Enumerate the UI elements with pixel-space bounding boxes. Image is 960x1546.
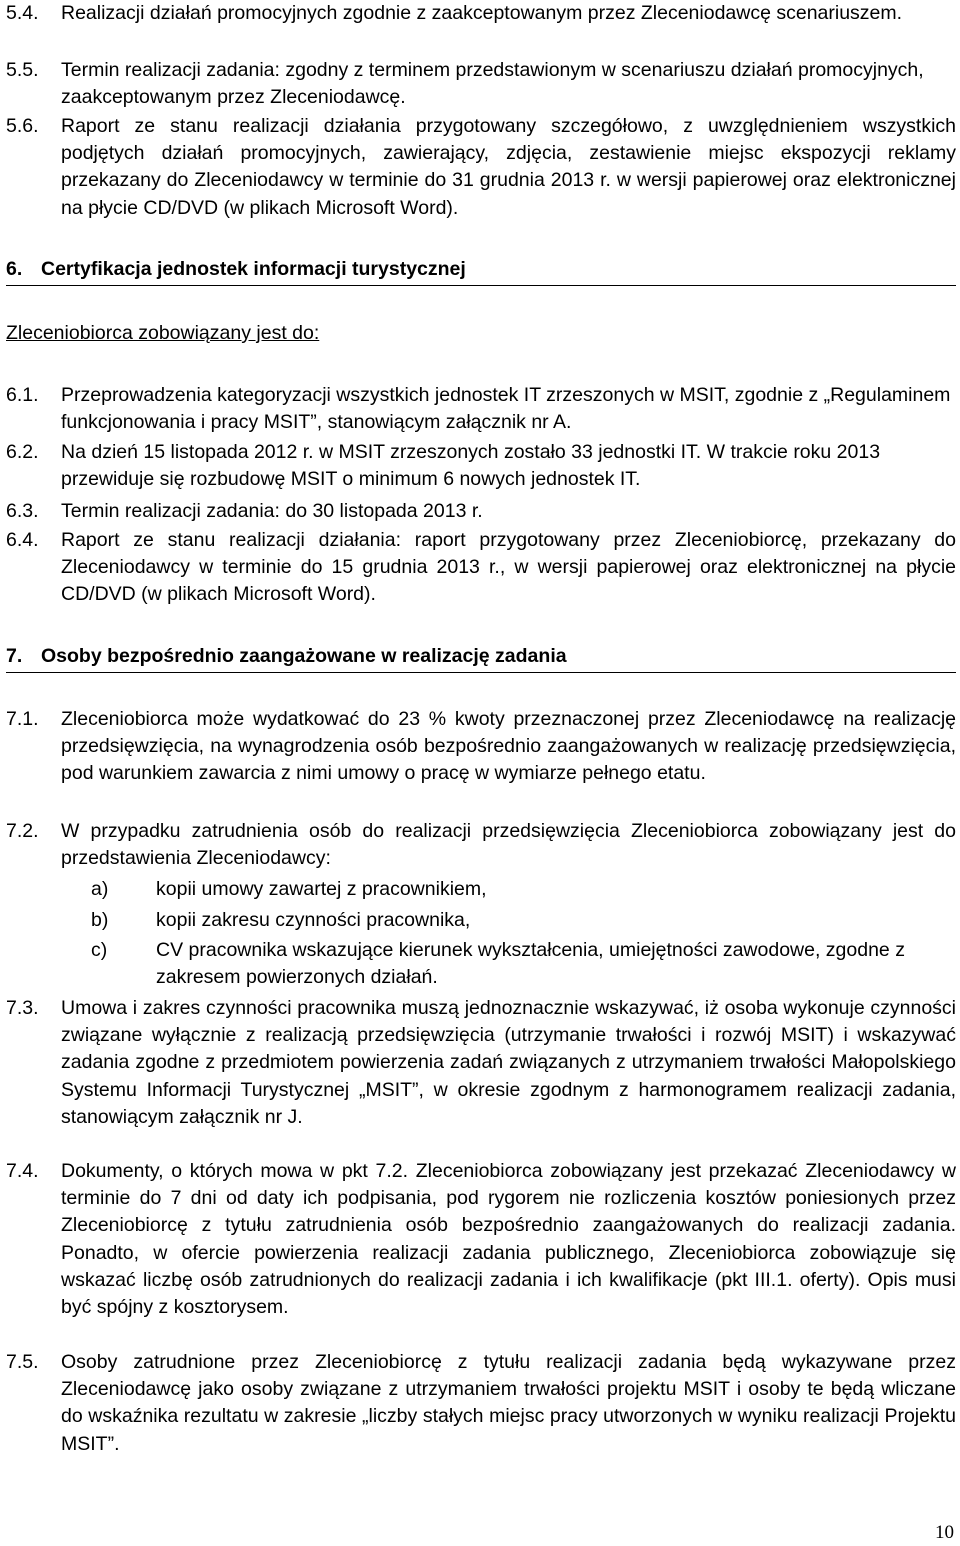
list-item [6,57,956,111]
section-heading [6,643,956,673]
item-text: Termin realizacji zadania: zgodny z terminem przedstawionym w scenariuszu działań promocyjnych, zaakceptowanym przez Zleceniodawcę. [61,59,924,109]
section-title: Osoby bezpośrednio zaangażowane w realizację zadania [41,645,567,667]
list-item [6,818,956,872]
item-text: Osoby zatrudnione przez Zleceniobiorcę z tytułu realizacji zadania będą wykazywane przez Zleceniodawcę jako osoby związane z utrzymaniem trwałości projektu MSIT i osoby te będą wliczane do wskaźnika rezultatu w zakresie „liczby stałych miejsc pracy utworzonych w wyniku realizacji Projektu MSIT”. [61,1351,956,1455]
item-number: 5.4. [6,2,39,24]
item-number: 6.2. [6,441,39,463]
sub-item-letter: b) [91,909,109,931]
item-text: Realizacji działań promocyjnych zgodnie z zaakceptowanym przez Zleceniodawcę scenariuszem. [61,2,903,24]
item-text: Przeprowadzenia kategoryzacji wszystkich jednostek IT zrzeszonych w MSIT, zgodnie z „Regulaminem funkcjonowania i pracy MSIT”, stanowiącym załącznik nr A. [61,384,951,434]
item-number: 5.6. [6,115,39,137]
section-heading [6,256,956,286]
list-item [6,0,956,27]
section-title: Certyfikacja jednostek informacji turystycznej [41,258,466,280]
list-item [6,995,956,1131]
list-item [6,1158,956,1321]
sub-list-item [6,937,956,991]
item-number: 6.1. [6,384,39,406]
item-text: W przypadku zatrudnienia osób do realizacji przedsięwzięcia Zleceniobiorca zobowiązany jest do przedstawienia Zleceniodawcy: [61,820,956,870]
item-number: 6.3. [6,500,39,522]
sub-item-text: kopii umowy zawartej z pracownikiem, [156,878,487,900]
item-text: Dokumenty, o których mowa w pkt 7.2. Zleceniobiorca zobowiązany jest przekazać Zleceniodawcy w terminie do 7 dni od daty ich podpisania, pod rygorem nie rozliczenia kosztów poniesionych przez Zleceniobiorcę z tytułu zatrudnienia osób bezpośrednio zaangażowanych do realizacji zadania. Ponadto, w ofercie powierzenia realizacji zadania publicznego, Zleceniobiorca zobowiązuje się wskazać liczbę osób zatrudnionych do realizacji zadania i ich kwalifikacje (pkt III.1. oferty). Opis musi być spójny z kosztorysem. [61,1160,956,1319]
item-text: Zleceniobiorca może wydatkować do 23 % kwoty przeznaczonej przez Zleceniodawcę na realizację przedsięwzięcia, na wynagrodzenia osób bezpośrednio zaangażowanych w realizację przedsięwzięcia, pod warunkiem zawarcia z nimi umowy o pracę w wymiarze pełnego etatu. [61,708,956,785]
sub-item-text: kopii zakresu czynności pracownika, [156,909,471,931]
sub-item-letter: c) [91,939,108,961]
item-text: Na dzień 15 listopada 2012 r. w MSIT zrzeszonych zostało 33 jednostki IT. W trakcie roku 2013 przewiduje się rozbudowę MSIT o minimum 6 nowych jednostek IT. [61,441,881,491]
item-number: 7.1. [6,708,39,730]
list-item [6,382,956,436]
item-text: Raport ze stanu realizacji działania przygotowany szczegółowo, z uwzględnieniem wszystkich podjętych działań promocyjnych, zawierający, zdjęcia, zestawienie miejsc ekspozycji reklamy przekazany do Zleceniodawcy w terminie do 31 grudnia 2013 r. w wersji papierowej oraz elektronicznej na płycie CD/DVD (w plikach Microsoft Word). [61,115,956,219]
list-item [6,498,956,525]
list-item [6,1349,956,1458]
sub-item-text: CV pracownika wskazujące kierunek wykształcenia, umiejętności zawodowe, zgodne z zakresem powierzonych działań. [156,939,905,989]
item-text: Termin realizacji zadania: do 30 listopada 2013 r. [61,500,483,522]
item-number: 6.4. [6,529,39,551]
item-number: 7.4. [6,1160,39,1182]
item-text: Raport ze stanu realizacji działania: raport przygotowany przez Zleceniobiorcę, przekazany do Zleceniodawcy w terminie do 15 grudnia 2013 r., w wersji papierowej oraz elektronicznej na płycie CD/DVD (w plikach Microsoft Word). [61,529,956,606]
sub-item-letter: a) [91,878,109,900]
list-item [6,113,956,222]
item-number: 7.5. [6,1351,39,1373]
item-text: Umowa i zakres czynności pracownika muszą jednoznacznie wskazywać, iż osoba wykonuje czynności związane wyłącznie z realizacją przedsięwzięcia (utrzymanie trwałości i rozwój MSIT) i wskazywać zadania zgodne z przedmiotem powierzenia zadań związanych z utrzymaniem trwałości Małopolskiego Systemu Informacji Turystycznej „MSIT”, w okresie zgodnym z harmonogramem realizacji zadania, stanowiącym załącznik nr J. [61,997,956,1128]
section-number: 7. [6,645,23,667]
page-number: 10 [935,1522,954,1543]
item-number: 5.5. [6,59,39,81]
item-number: 7.2. [6,820,39,842]
list-item [6,527,956,609]
list-item [6,706,956,788]
list-item [6,439,956,493]
section-number: 6. [6,258,23,280]
section-intro: Zleceniobiorca zobowiązany jest do: [6,322,320,344]
sub-list-item [6,876,956,903]
sub-list-item [6,907,956,934]
item-number: 7.3. [6,997,39,1019]
